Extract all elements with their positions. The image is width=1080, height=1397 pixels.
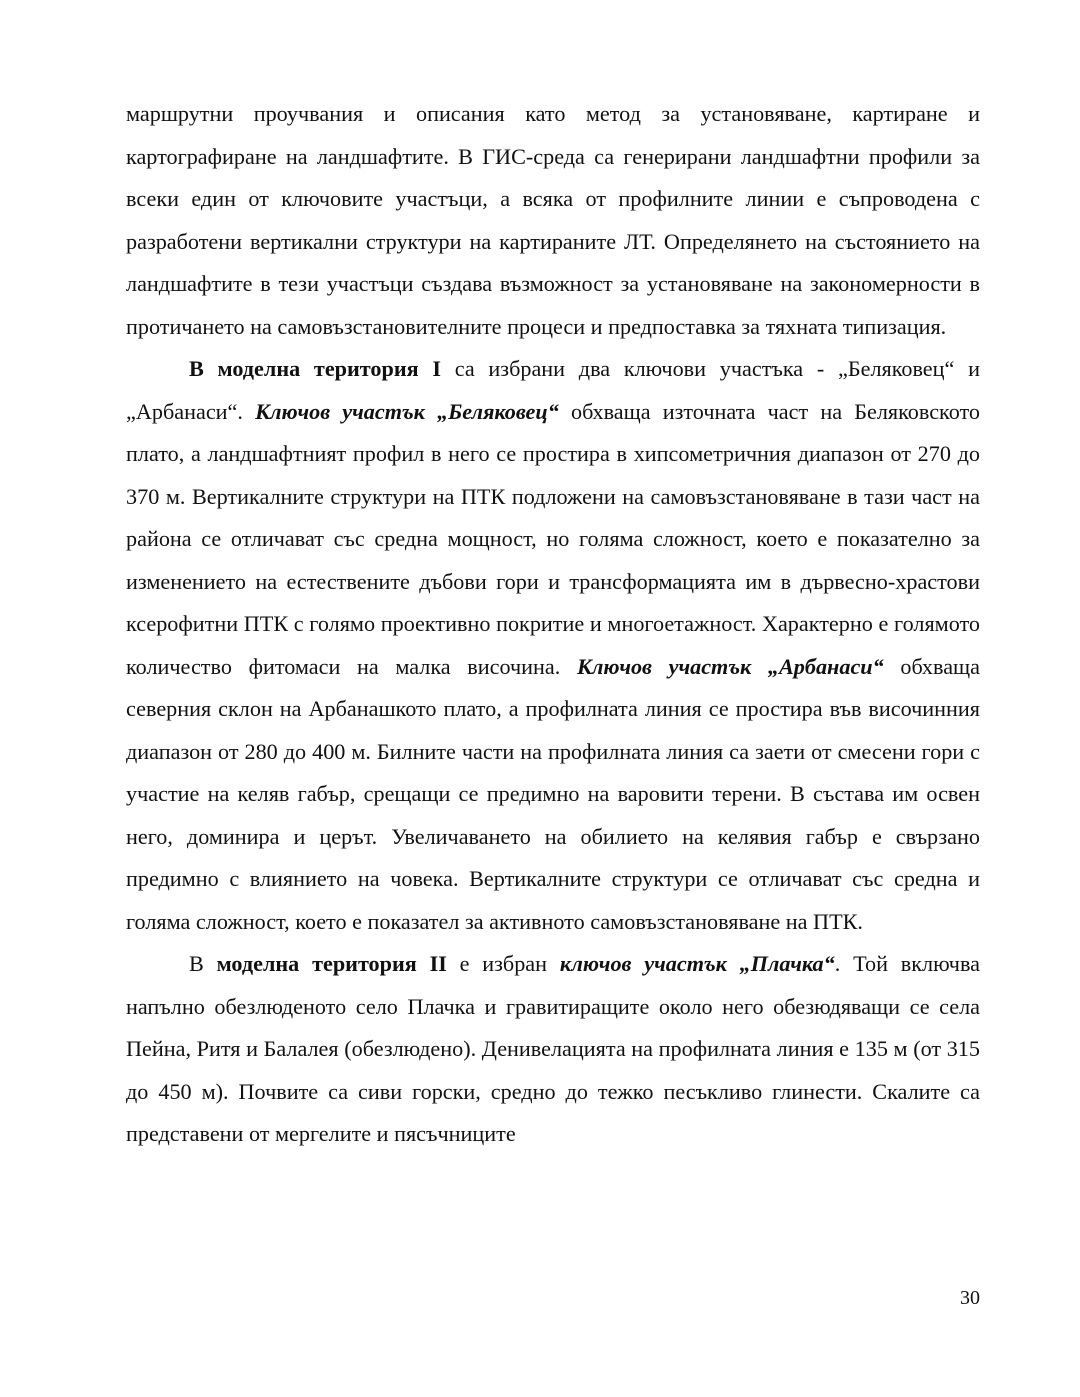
bold-term-model-territory-1: В моделна територия I	[189, 356, 441, 381]
bold-italic-term-arbanasi: Ключов участък „Арбанаси“	[576, 653, 884, 679]
paragraph-text: В	[189, 951, 217, 976]
paragraph-text: е избран	[446, 951, 560, 976]
page-number: 30	[960, 1287, 980, 1309]
paragraph-text: маршрутни проучвания и описания като метод за установяване, картиране и картографиране на ландшафтите. В ГИС-среда са генерирани ландшафтни профили за всеки един от ключовите участъци, а всяка от профилните линии е съпроводена с разработени вертикални структури на картираните ЛТ. Определянето на състоянието на ландшафтите в тези участъци създава възможност за установяване на закономерности в протичането на самовъзстановителните процеси и предпоставка за тяхната типизация.	[126, 101, 980, 339]
document-body	[126, 93, 980, 1156]
paragraph-text: . Той включва напълно обезлюденото село Плачка и гравитиращите около него обезюдяващи се села Пейна, Ритя и Балалея (обезлюдено). Денивелацията на профилната линия е 135 м (от 315 до 450 м). Почвите са сиви горски, средно до тежко песъкливо глинести. Скалите са представени от мергелите и пясъчниците	[126, 951, 980, 1146]
paragraph-model-territory-2	[126, 943, 980, 1156]
paragraph-text: обхваща източната част на Беляковското плато, а ландшафтният профил в него се простира в хипсометричния диапазон от 270 до 370 м. Вертикалните структури на ПТК подложени на самовъзстановяване в тази част на района се отличават със средна мощност, но голяма сложност, което е показателно за изменението на естествените дъбови гори и трансформацията им в дървесно-храстови ксерофитни ПТК с голямо проективно покритие и многоетажност. Характерно е голямото количество фитомаси на малка височина.	[126, 398, 980, 679]
paragraph-text: са избрани два ключови участъка - „Беляковец“ и „Арбанаси“.	[126, 356, 980, 424]
bold-term-model-territory-2: моделна територия II	[216, 951, 447, 976]
paragraph-text: обхваща северния склон на Арбанашкото плато, а профилната линия се простира във височинния диапазон от 280 до 400 м. Билните части на профилната линия са заети от смесени гори с участие на келяв габър, срещащи се предимно на варовити терени. В състава им освен него, доминира и церът. Увеличаването на обилието на келявия габър е свързано предимно с влиянието на човека. Вертикалните структури се отличават със средна и голяма сложност, което е показател за активното самовъзстановяване на ПТК.	[126, 653, 980, 934]
bold-italic-term-belyakovets: Ключов участък „Беляковец“	[255, 398, 559, 424]
bold-italic-term-plachka: ключов участък „Плачка“	[559, 951, 835, 976]
paragraph-model-territory-1	[126, 348, 980, 943]
paragraph-methods	[126, 93, 980, 348]
